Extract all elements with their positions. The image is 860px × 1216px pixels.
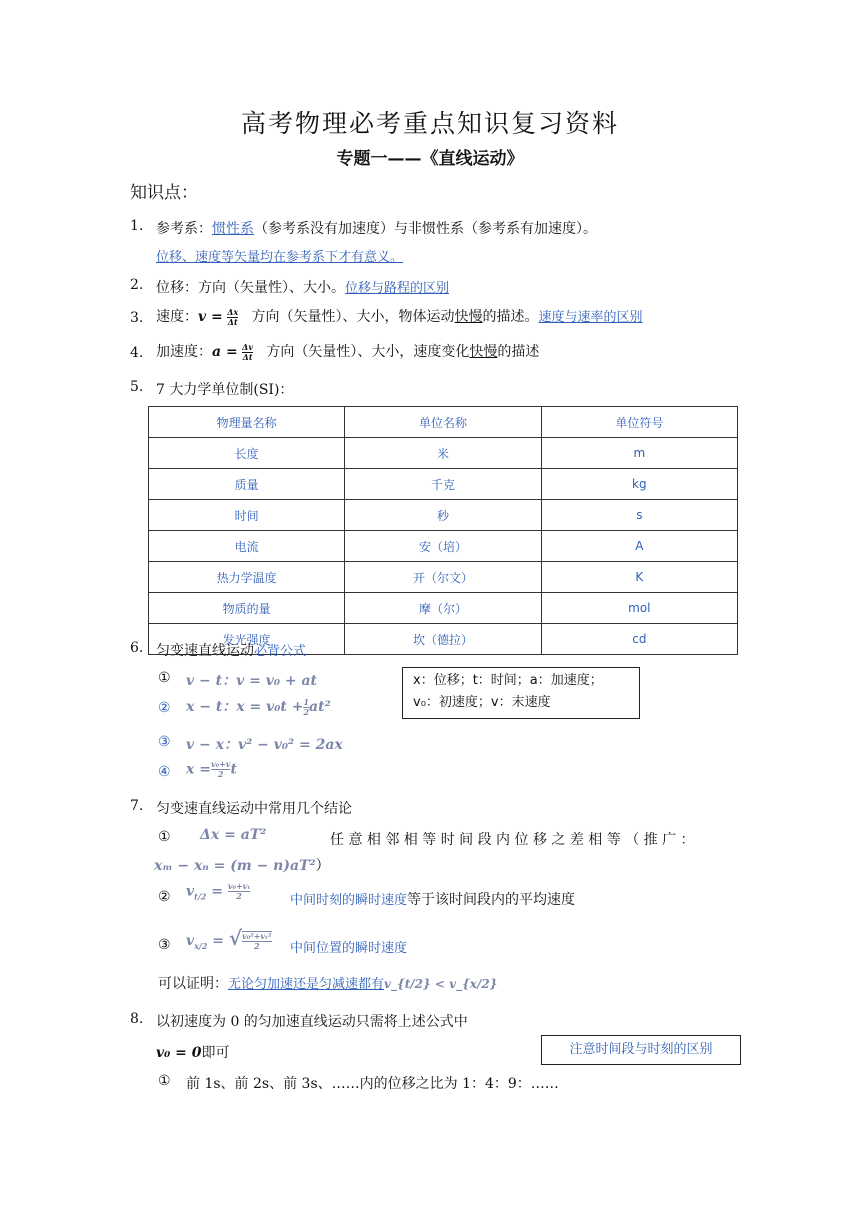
table-cell: K: [541, 562, 737, 593]
conclusion2-text: 等于该时间段内的平均速度: [407, 892, 576, 908]
table-cell: A: [541, 531, 737, 562]
formula-text: at²: [309, 699, 331, 715]
table-cell: 米: [345, 438, 541, 469]
formula-text: =: [212, 933, 225, 949]
proof-link[interactable]: 无论匀加速还是匀减速都有: [228, 977, 385, 992]
circle-marker: ②: [158, 889, 171, 905]
table-row: [149, 562, 738, 593]
mid-time-velocity-link: 中间时刻的瞬时速度: [290, 893, 408, 908]
formula-fraction: $\frac{\text{v₀+v}}{2}$: [210, 759, 231, 779]
item4-line: [156, 339, 539, 365]
proof-line: [158, 973, 497, 993]
table-cell: 热力学温度: [149, 562, 345, 593]
page-title: 高考物理必考重点知识复习资料: [240, 109, 619, 138]
note-box: 注意时间段与时刻的区别: [541, 1035, 741, 1065]
circle-marker: ②: [158, 700, 171, 716]
si-units-table: [148, 406, 738, 655]
table-cell: 开（尔文）: [345, 562, 541, 593]
item4-text-end: 的描述: [497, 344, 540, 360]
inertial-frame-link[interactable]: 惯性系: [212, 221, 254, 237]
table-row: [149, 531, 738, 562]
item3-text: 方向（矢量性）、大小，物体运动: [251, 309, 455, 325]
formula-label: v − x：: [186, 737, 238, 753]
table-cell: 长度: [149, 438, 345, 469]
formula-mid-time-velocity: [186, 882, 250, 901]
condition-text: 即可: [201, 1045, 230, 1061]
table-cell: 电流: [149, 531, 345, 562]
table-cell: 安（培）: [345, 531, 541, 562]
table-cell: 物质的量: [149, 593, 345, 624]
formula-xt: [186, 696, 331, 717]
formula-label: x − t：: [186, 699, 237, 715]
table-row: [149, 438, 738, 469]
formula-text: =: [211, 883, 223, 900]
mid-position-velocity-link: 中间位置的瞬时速度: [290, 941, 408, 956]
circle-marker: ③: [158, 734, 171, 750]
item3-underline: 快慢: [454, 309, 483, 325]
item2-line: [156, 277, 449, 297]
conclusion1-text: 任 意 相 邻 相 等 时 间 段 内 位 移 之 差 相 等 （ 推 广 ：: [330, 832, 695, 848]
table-cell: kg: [541, 469, 737, 500]
closing-paren: ）: [315, 858, 330, 874]
table-cell: 坎（德拉）: [345, 624, 541, 655]
circle-marker: ①: [158, 829, 171, 845]
item-number: 4.: [130, 345, 144, 361]
item3-text-end: 的描述。: [482, 309, 539, 325]
table-header: 单位符号: [541, 407, 737, 438]
formula-text: t: [230, 761, 237, 778]
item-number: 7.: [130, 798, 144, 814]
acceleration-symbol: a =: [212, 344, 238, 360]
conclusion1-generalization: [154, 855, 330, 875]
must-memorize-link: 必背公式: [254, 644, 307, 659]
item-number: 6.: [130, 640, 144, 656]
ratio-statement: 前 1s、前 2s、前 3s、……内的位移之比为 1：4：9：……: [186, 1076, 559, 1092]
acceleration-fraction: $\frac{\Delta v}{\Delta t}$: [242, 341, 253, 362]
table-cell: 千克: [345, 469, 541, 500]
circle-marker: ③: [158, 937, 171, 953]
formula-subscript: t/2: [194, 891, 207, 902]
item3-lead: 速度：: [156, 309, 198, 325]
table-cell: 时间: [149, 500, 345, 531]
item6-text: 匀变速直线运动: [156, 643, 254, 659]
formula-text: v₀ = 0: [156, 1045, 202, 1061]
item-number: 2.: [130, 277, 144, 293]
sqrt-icon: √: [228, 926, 243, 950]
formula-text: v² − v₀² = 2ax: [237, 737, 343, 753]
table-cell: m: [541, 438, 737, 469]
table-row: [149, 500, 738, 531]
circle-marker: ④: [158, 764, 171, 780]
legend-line: x：位移；t：时间；a：加速度；: [413, 673, 603, 688]
item1-note-link[interactable]: 位移、速度等矢量均在参考系下才有意义。: [156, 250, 404, 265]
velocity-fraction: $\frac{\Delta x}{\Delta t}$: [227, 306, 239, 327]
item-number: 5.: [130, 379, 144, 395]
table-cell: 发光强度: [149, 624, 345, 655]
formula-subscript: x/2: [194, 940, 208, 951]
item4-underline: 快慢: [469, 344, 498, 360]
formula-text: v: [186, 883, 195, 900]
formula-fraction: $\frac{1}{2}$: [303, 696, 310, 717]
table-cell: 秒: [345, 500, 541, 531]
item1-lead: 参考系：: [156, 221, 212, 237]
proof-lead: 可以证明：: [158, 976, 228, 992]
item4-lead: 加速度：: [156, 344, 212, 360]
formula-mid-position-velocity: [186, 926, 272, 951]
legend-line: v₀：初速度；v：末速度: [413, 695, 551, 710]
formula-vt: [186, 670, 317, 690]
item6-line: [156, 640, 306, 660]
formula-text: v: [186, 933, 195, 949]
velocity-symbol: v =: [198, 309, 223, 325]
table-row: [149, 469, 738, 500]
formula-text: v = v₀ + at: [236, 673, 317, 689]
item5-text: 7 大力学单位制(SI)：: [156, 382, 294, 398]
displacement-distance-link[interactable]: 位移与路程的区别: [345, 281, 450, 296]
conclusion2-line: [290, 889, 575, 909]
item2-text: 位移：方向（矢量性）、大小。: [156, 280, 345, 296]
section-heading: 知识点：: [130, 183, 198, 203]
table-cell: cd: [541, 624, 737, 655]
item-number: 8.: [130, 1011, 144, 1027]
item8-condition: [156, 1042, 230, 1062]
table-cell: mol: [541, 593, 737, 624]
table-header-row: [149, 407, 738, 438]
table-header: 单位名称: [345, 407, 541, 438]
item4-text: 方向（矢量性）、大小，速度变化: [266, 344, 470, 360]
formula-text: x =: [186, 761, 211, 778]
formula-label: v − t：: [186, 673, 237, 689]
item3-line: [156, 304, 643, 331]
symbol-legend-box: [402, 667, 640, 719]
table-header: 物理量名称: [149, 407, 345, 438]
circle-marker: ①: [158, 670, 171, 686]
formula-text: x = v₀t +: [236, 699, 304, 715]
item1-text: （参考系没有加速度）与非惯性系（参考系有加速度）。: [254, 221, 597, 237]
page-subtitle: 专题一——《直线运动》: [336, 149, 524, 169]
formula-x-avg: [186, 760, 237, 779]
item-number: 3.: [130, 310, 144, 326]
formula-vx: [186, 734, 343, 754]
formula-fraction: $\frac{\text{v₀²+vₜ²}}{2}$: [242, 931, 272, 951]
circle-marker: ①: [158, 1073, 171, 1089]
formula-fraction: $\frac{\text{v₀+vₜ}}{2}$: [227, 881, 251, 901]
formula-delta-x: Δx = aT²: [200, 827, 267, 843]
item-number: 1.: [130, 218, 144, 234]
table-cell: 质量: [149, 469, 345, 500]
table-cell: 摩（尔）: [345, 593, 541, 624]
item8-text: 以初速度为 0 的匀加速直线运动只需将上述公式中: [156, 1014, 468, 1030]
table-row: [149, 593, 738, 624]
item1-line: [156, 218, 597, 238]
table-cell: s: [541, 500, 737, 531]
formula-text: v_{t/2} < v_{x/2}: [384, 977, 498, 991]
speed-rate-link[interactable]: 速度与速率的区别: [538, 310, 643, 325]
item7-text: 匀变速直线运动中常用几个结论: [156, 801, 352, 817]
formula-text: xₘ − xₙ = (m − n)aT²: [154, 858, 316, 874]
